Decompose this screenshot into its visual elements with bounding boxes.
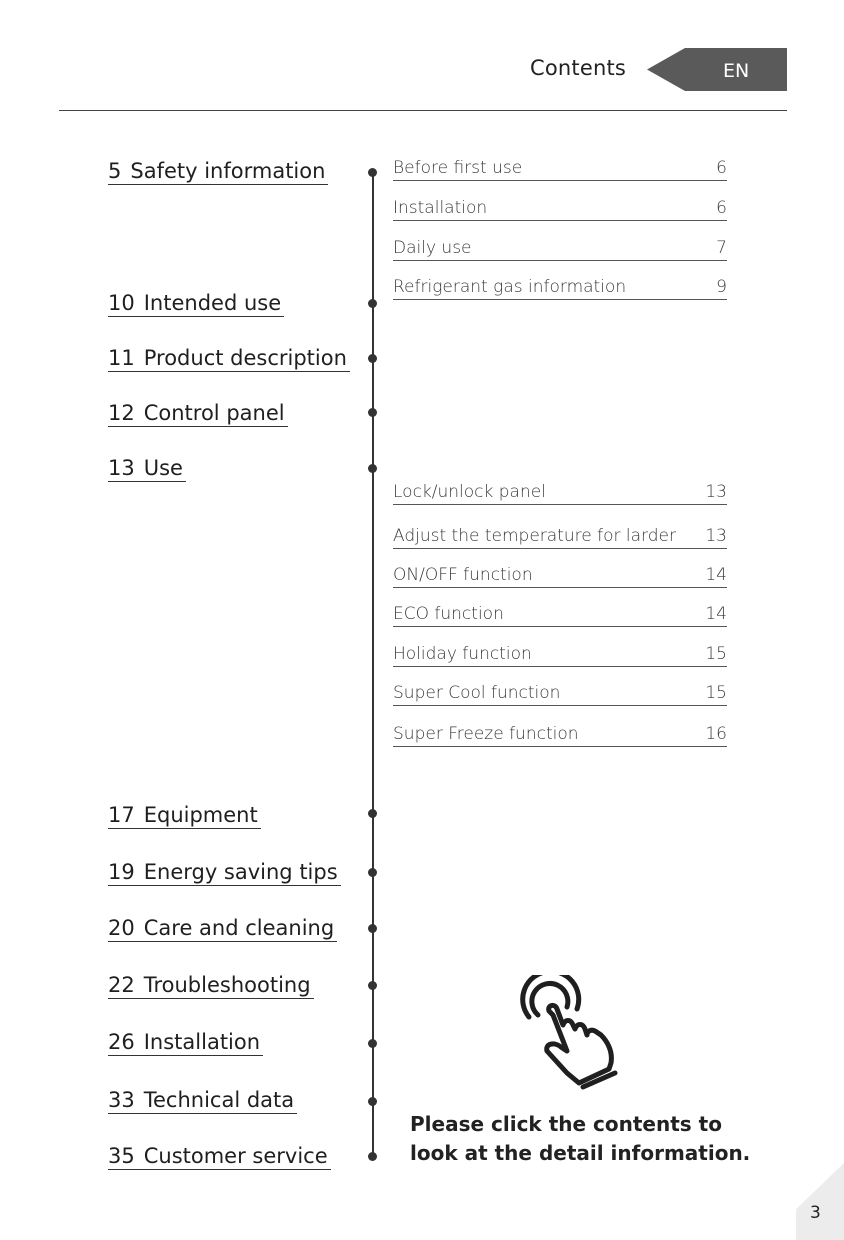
- subsection-label: ECO function: [393, 604, 504, 624]
- timeline-dot: [368, 408, 377, 417]
- toc-sublink-refrigerant-gas-information[interactable]: [393, 277, 727, 300]
- page-number: 3: [810, 1203, 821, 1223]
- subsection-label: Super Cool function: [393, 683, 561, 703]
- chapter-title: Equipment: [143, 803, 258, 827]
- timeline-dot: [368, 299, 377, 308]
- chapter-title: Customer service: [143, 1144, 328, 1168]
- chapter-title: Control panel: [143, 401, 285, 425]
- timeline-dot: [368, 809, 377, 818]
- subsection-page: 16: [705, 724, 727, 744]
- toc-timeline: [372, 170, 374, 1158]
- timeline-dot: [368, 354, 377, 363]
- toc-link-care-and-cleaning[interactable]: [108, 915, 337, 942]
- toc-link-equipment[interactable]: [108, 802, 261, 829]
- toc-sublink-eco-function[interactable]: [393, 604, 727, 627]
- timeline-dot: [368, 868, 377, 877]
- toc-sublink-adjust-temperature-larder[interactable]: [393, 526, 727, 549]
- chapter-number: 33: [108, 1088, 135, 1112]
- chapter-title: Energy saving tips: [143, 860, 338, 884]
- chapter-title: Intended use: [143, 291, 282, 315]
- toc-sublink-before-first-use[interactable]: [393, 158, 727, 181]
- toc-link-safety-information[interactable]: [108, 158, 328, 185]
- click-instruction: [410, 1110, 770, 1168]
- subsection-label: Super Freeze function: [393, 724, 579, 744]
- toc-sublink-lock-unlock-panel[interactable]: [393, 482, 727, 505]
- chapter-title: Installation: [143, 1030, 261, 1054]
- toc-link-intended-use[interactable]: [108, 290, 284, 317]
- page-title: Contents: [530, 56, 627, 80]
- toc-link-customer-service[interactable]: [108, 1143, 331, 1170]
- chapter-number: 26: [108, 1030, 135, 1054]
- page-corner: [796, 1163, 844, 1240]
- subsection-label: Adjust the temperature for larder: [393, 526, 676, 546]
- toc-sublink-super-freeze-function[interactable]: [393, 724, 727, 747]
- chapter-title: Safety information: [130, 159, 326, 183]
- timeline-dot: [368, 1097, 377, 1106]
- instruction-line: Please click the contents to: [410, 1112, 722, 1136]
- chapter-number: 19: [108, 860, 135, 884]
- chapter-number: 12: [108, 401, 135, 425]
- chapter-title: Product description: [143, 346, 347, 370]
- toc-sublink-on-off-function[interactable]: [393, 565, 727, 588]
- toc-link-control-panel[interactable]: [108, 400, 288, 427]
- subsection-label: Lock/unlock panel: [393, 482, 546, 502]
- toc-sublink-super-cool-function[interactable]: [393, 683, 727, 706]
- subsection-label: Holiday function: [393, 644, 532, 664]
- chapter-number: 20: [108, 916, 135, 940]
- subsection-label: Installation: [393, 198, 488, 218]
- toc-link-installation[interactable]: [108, 1029, 263, 1056]
- timeline-dot: [368, 464, 377, 473]
- toc-sublink-holiday-function[interactable]: [393, 644, 727, 667]
- toc-sublink-installation[interactable]: [393, 198, 727, 221]
- subsection-page: 6: [716, 198, 727, 218]
- subsection-page: 15: [705, 644, 727, 664]
- timeline-dot: [368, 1039, 377, 1048]
- timeline-dot: [368, 981, 377, 990]
- tap-hand-icon: [515, 975, 625, 1090]
- header-divider: [59, 110, 787, 111]
- instruction-line: look at the detail information.: [410, 1141, 751, 1165]
- language-tab: [647, 48, 787, 91]
- subsection-page: 14: [705, 604, 727, 624]
- chapter-number: 13: [108, 456, 135, 480]
- subsection-label: ON/OFF function: [393, 565, 533, 585]
- timeline-dot: [368, 168, 377, 177]
- subsection-page: 14: [705, 565, 727, 585]
- toc-sublink-daily-use[interactable]: [393, 238, 727, 261]
- subsection-page: 6: [716, 158, 727, 178]
- subsection-page: 13: [705, 482, 727, 502]
- chapter-title: Care and cleaning: [143, 916, 335, 940]
- toc-link-technical-data[interactable]: [108, 1087, 297, 1114]
- toc-link-use[interactable]: [108, 455, 186, 482]
- timeline-dot: [368, 924, 377, 933]
- language-label: EN: [723, 60, 750, 82]
- chapter-number: 35: [108, 1144, 135, 1168]
- subsection-page: 9: [716, 277, 727, 297]
- chapter-number: 5: [108, 159, 122, 183]
- chapter-number: 11: [108, 346, 135, 370]
- chapter-title: Use: [143, 456, 183, 480]
- chapter-number: 10: [108, 291, 135, 315]
- subsection-page: 15: [705, 683, 727, 703]
- subsection-label: Before first use: [393, 158, 523, 178]
- toc-link-energy-saving-tips[interactable]: [108, 859, 341, 886]
- toc-link-troubleshooting[interactable]: [108, 972, 314, 999]
- subsection-label: Refrigerant gas information: [393, 277, 627, 297]
- timeline-dot: [368, 1152, 377, 1161]
- toc-link-product-description[interactable]: [108, 345, 350, 372]
- subsection-page: 7: [716, 238, 727, 258]
- chapter-number: 22: [108, 973, 135, 997]
- subsection-page: 13: [705, 526, 727, 546]
- chapter-number: 17: [108, 803, 135, 827]
- subsection-label: Daily use: [393, 238, 472, 258]
- chapter-title: Troubleshooting: [143, 973, 311, 997]
- chapter-title: Technical data: [143, 1088, 295, 1112]
